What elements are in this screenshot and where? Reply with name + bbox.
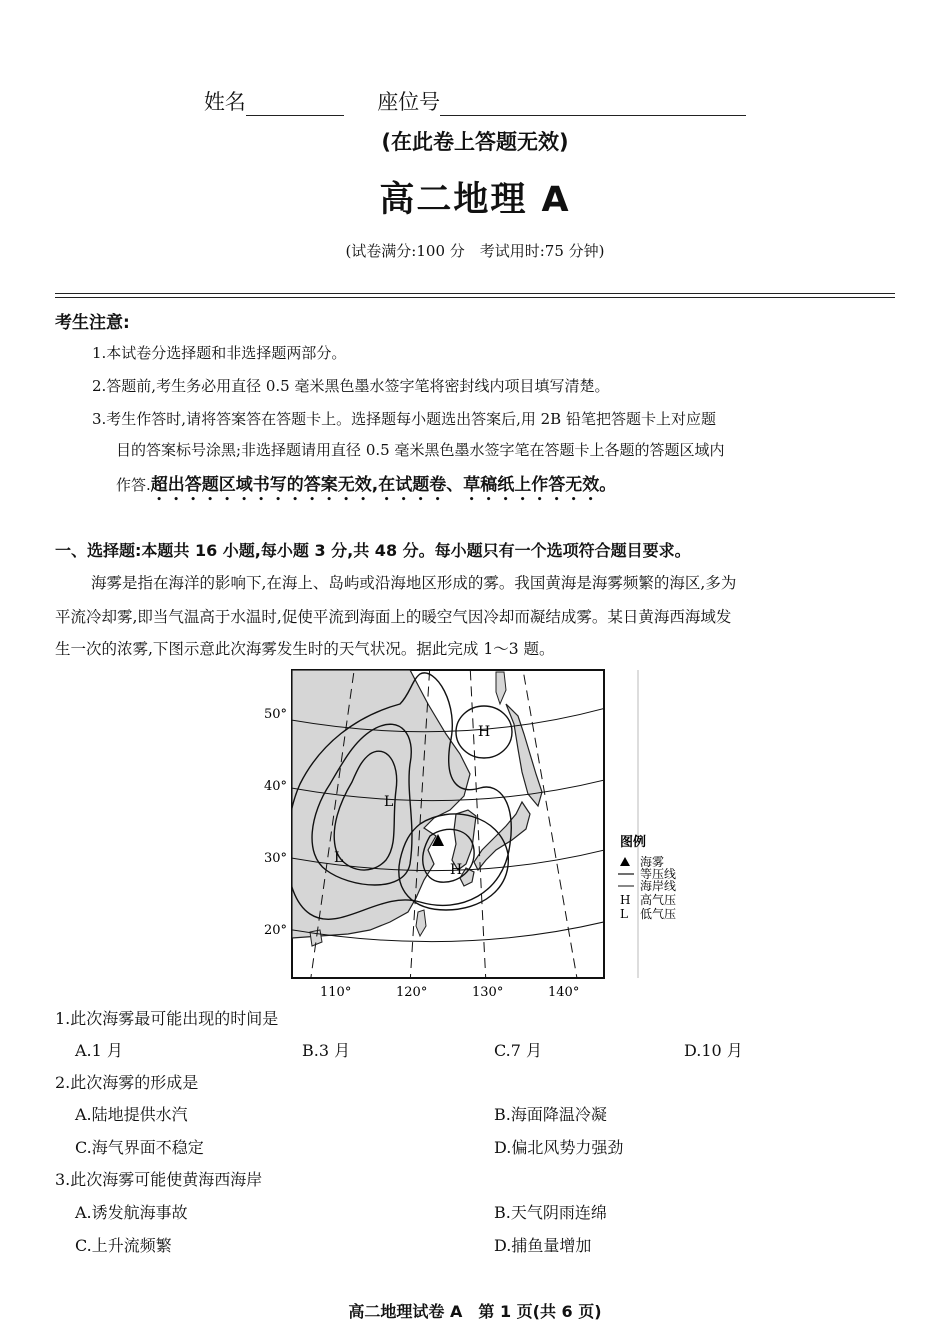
low-pressure-label: L [384, 794, 394, 810]
question-option[interactable]: D.10 月 [684, 1041, 743, 1060]
notice-item: 2.答题前,考生务必用直径 0.5 毫米黑色墨水签字笔将密封线内项目填写清楚。 [92, 377, 610, 395]
legend-title: 图例 [620, 835, 647, 850]
lat-label: 20° [264, 923, 288, 938]
legend-high-symbol: H [620, 893, 631, 907]
legend-low-label: 低气压 [640, 907, 677, 921]
seat-blank[interactable] [440, 95, 746, 116]
notice-item [116, 470, 616, 505]
question-option[interactable]: D.捕鱼量增加 [494, 1236, 592, 1255]
question-option[interactable]: D.偏北风势力强劲 [494, 1138, 624, 1157]
lat-label: 40° [264, 779, 288, 794]
lat-label: 30° [264, 851, 288, 866]
exam-subtitle: (试卷满分:100 分 考试用时:75 分钟) [345, 242, 605, 260]
notice-item: 3.考生作答时,请将答案答在答题卡上。选择题每小题选出答案后,用 2B 铅笔把答题卡上对应题 [92, 410, 716, 428]
divider [55, 297, 895, 298]
notice-heading: 考生注意: [55, 313, 130, 333]
high-pressure-label: H [478, 724, 491, 740]
notice-item: 目的答案标号涂黑;非选择题请用直径 0.5 毫米黑色墨水签字笔在答题卡上各题的答题区域内 [116, 441, 725, 459]
name-blank[interactable] [246, 95, 344, 116]
weather-map [260, 664, 700, 1004]
emphasized-warning: 超出答题区域书写的答案无效,在试题卷、草稿纸上作答无效。 [150, 475, 617, 495]
question-option[interactable]: B.天气阴雨连绵 [494, 1203, 607, 1222]
invalid-note: (在此卷上答题无效) [381, 130, 569, 154]
low-pressure-label: L [334, 850, 344, 866]
legend-coastline-label: 海岸线 [640, 879, 677, 893]
question-option[interactable]: A.诱发航海事故 [75, 1203, 188, 1222]
candidate-info-line [0, 86, 950, 116]
passage-line: 生一次的浓雾,下图示意此次海雾发生时的天气状况。据此完成 1～3 题。 [55, 640, 555, 658]
question-stem: 1.此次海雾最可能出现的时间是 [55, 1009, 279, 1028]
page-title: 高二地理 A [379, 180, 571, 220]
lon-label: 120° [396, 985, 428, 1000]
seat-label: 座位号 [377, 90, 441, 114]
question-option[interactable]: C.上升流频繁 [75, 1236, 172, 1255]
lon-label: 110° [320, 985, 352, 1000]
question-option[interactable]: A.陆地提供水汽 [75, 1105, 188, 1124]
page-footer: 高二地理试卷 A 第 1 页(共 6 页) [348, 1302, 602, 1321]
passage-line: 平流冷却雾,即当气温高于水温时,促使平流到海面上的暖空气因冷却而凝结成雾。某日黄海西海域发 [55, 608, 732, 626]
legend-isobar-label: 等压线 [640, 867, 677, 881]
question-stem: 2.此次海雾的形成是 [55, 1073, 199, 1092]
question-option[interactable]: C.7 月 [494, 1041, 543, 1060]
question-option[interactable]: B.3 月 [302, 1041, 351, 1060]
question-option[interactable]: B.海面降温冷凝 [494, 1105, 607, 1124]
question-option[interactable]: C.海气界面不稳定 [75, 1138, 204, 1157]
question-option[interactable]: A.1 月 [75, 1041, 123, 1060]
name-label: 姓名 [203, 90, 246, 114]
passage-line: 海雾是指在海洋的影响下,在海上、岛屿或沿海地区形成的雾。我国黄海是海雾频繁的海区,多为 [91, 574, 737, 592]
lat-label: 50° [264, 707, 288, 722]
legend-high-label: 高气压 [640, 893, 677, 907]
notice-item-prefix: 作答. [116, 476, 151, 494]
legend-fog-label: 海雾 [640, 855, 665, 869]
section-heading: 一、选择题:本题共 16 小题,每小题 3 分,共 48 分。每小题只有一个选项符合题目要求。 [55, 541, 691, 560]
question-stem: 3.此次海雾可能使黄海西海岸 [55, 1170, 263, 1189]
lon-label: 140° [548, 985, 580, 1000]
high-pressure-label: H [450, 862, 463, 878]
lon-label: 130° [472, 985, 504, 1000]
notice-item: 1.本试卷分选择题和非选择题两部分。 [92, 344, 347, 362]
divider [55, 293, 895, 294]
legend-low-symbol: L [620, 907, 628, 921]
legend-fog-symbol [620, 857, 630, 866]
